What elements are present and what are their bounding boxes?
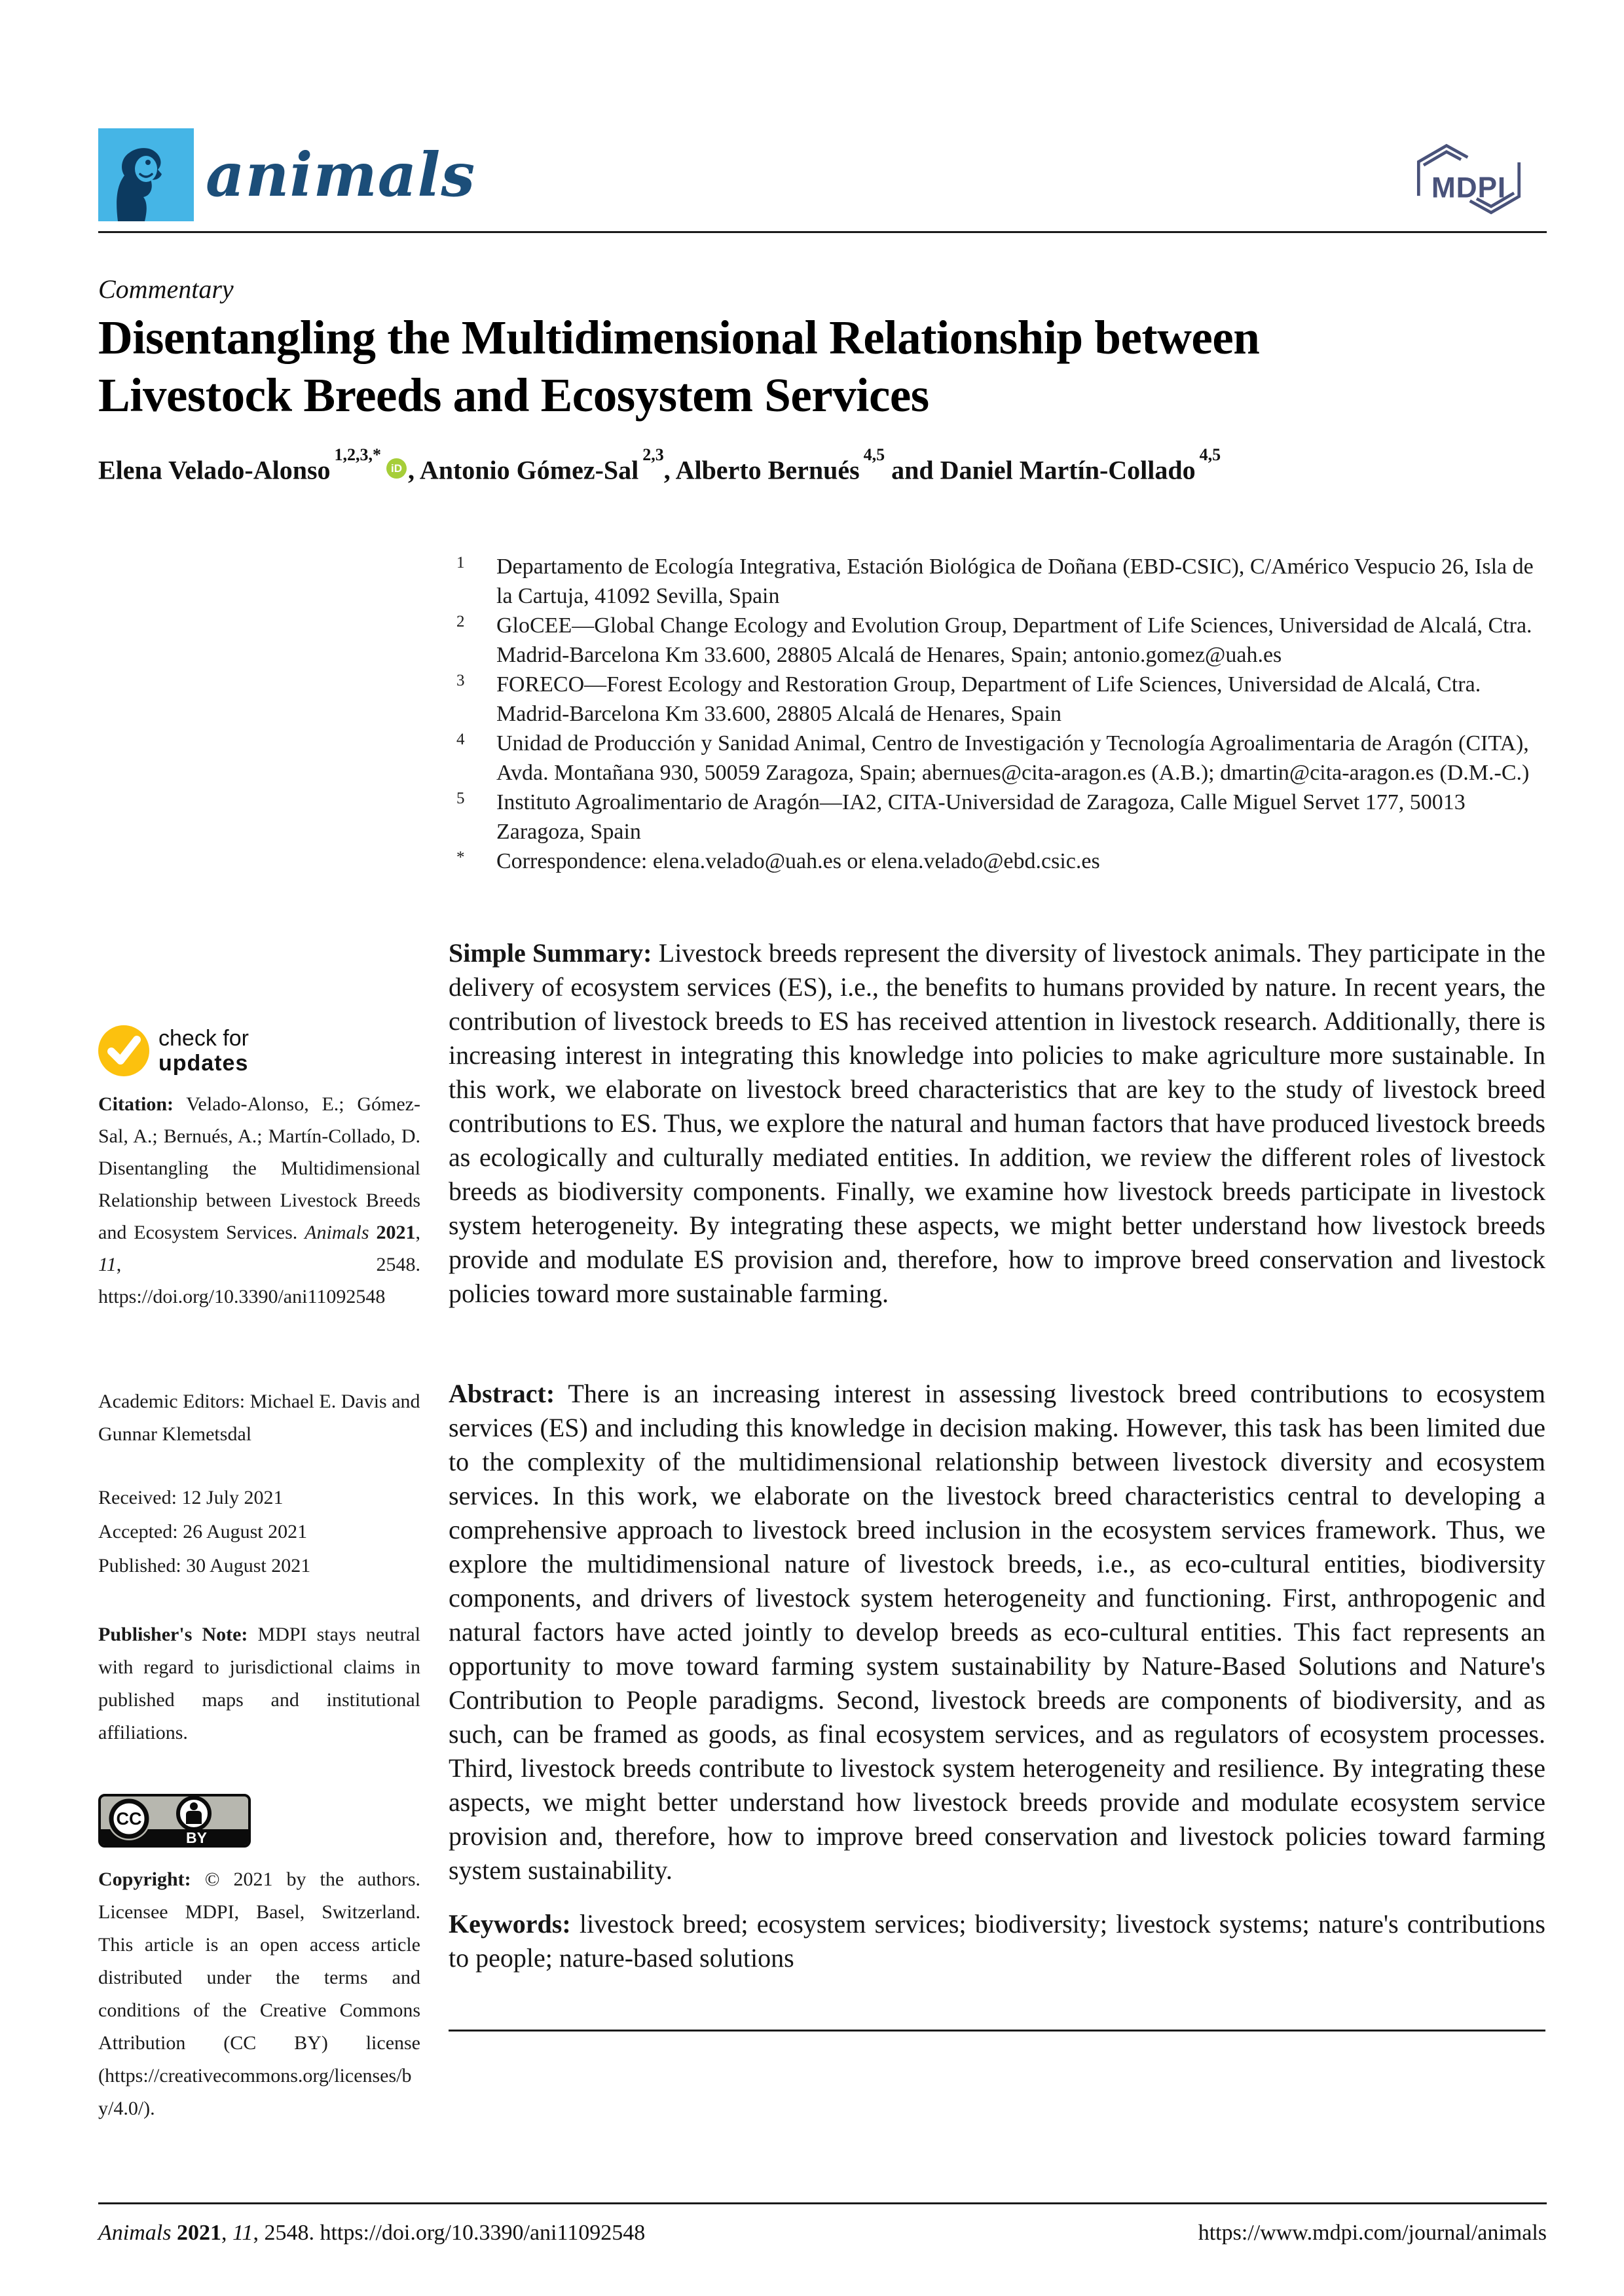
- copyright-text: © 2021 by the authors. Licensee MDPI, Basel, Switzerland. This article is an open access article distributed under the terms and conditions of the Creative Commons Attribution (CC BY) license (https://creativecommons.org/licenses/by/4.0/).: [98, 1868, 420, 2119]
- publishers-note: [98, 1618, 420, 1749]
- citation-journal: Animals: [304, 1222, 369, 1243]
- accepted-date: Accepted: 26 August 2021: [98, 1521, 308, 1542]
- author-separator: and: [885, 455, 940, 485]
- citation-text: Velado-Alonso, E.; Gómez-Sal, A.; Bernués, A.; Martín-Collado, D. Disentangling the Multidimensional Relationship between Livestock Breeds and Ecosystem Services.: [98, 1093, 420, 1243]
- footer-year: 2021: [176, 2221, 221, 2245]
- author-name: Antonio Gómez-Sal: [419, 455, 639, 485]
- affiliation-number: 5: [456, 790, 465, 807]
- publishers-note-label: Publisher's Note:: [98, 1624, 248, 1645]
- header-divider: [98, 231, 1547, 233]
- authors-line: [98, 445, 1547, 485]
- check-for-updates-badge[interactable]: [98, 1025, 249, 1076]
- abstract-label: Abstract:: [449, 1379, 555, 1408]
- orcid-icon[interactable]: iD: [386, 458, 407, 479]
- updates-line: updates: [158, 1051, 249, 1076]
- footer-volume: 11: [232, 2221, 253, 2245]
- correspondence-row: [449, 847, 1547, 876]
- copyright-block: [98, 1863, 420, 2125]
- citation-year: 2021: [376, 1222, 416, 1243]
- author-affil-sup: 4,5: [1199, 445, 1221, 464]
- simple-summary-label: Simple Summary:: [449, 938, 652, 968]
- page-title: Disentangling the Multidimensional Relationship between Livestock Breeds and Ecosystem Services: [98, 311, 1260, 422]
- correspondence-asterisk: *: [456, 848, 465, 866]
- affiliations-block: [449, 552, 1547, 876]
- citation-doi: , 2548. https://doi.org/10.3390/ani11092548: [98, 1254, 420, 1307]
- abstract-text: There is an increasing interest in assessing livestock breed contributions to ecosystem services (ES) and including this knowledge in decision making. However, this task has been limited due to the complexity of the multidimensional relationship between livestock diversity and ecosystem services. In this work, we elaborate on the livestock breed characteristics central to developing a comprehensive approach to livestock breed inclusion in the ecosystem services framework. Thus, we explore the multidimensional nature of livestock breeds, i.e., as eco-cultural entities, biodiversity components, and drivers of livestock system heterogeneity and functioning. First, anthropogenic and natural factors have acted jointly to develop breeds as eco-cultural entities. This fact represents an opportunity to move toward farming system sustainability by Nature-Based Solutions and Nature's Contribution to People paradigms. Second, livestock breeds are components of biodiversity, and as such, can be framed as goods, as final ecosystem services, and as regulators of ecosystem processes. Third, livestock breeds contribute to livestock system heterogeneity and resilience. By integrating these aspects, we might better understand how livestock breeds provide and modulate ecosystem service provision and, therefore, how to improve breed conservation and livestock policies toward farming system sustainability.: [449, 1379, 1545, 1885]
- affiliation-number: 4: [456, 731, 465, 748]
- footer-citation: [98, 2221, 645, 2246]
- citation-block: [98, 1088, 420, 1313]
- mdpi-logo: [1405, 133, 1533, 226]
- footer-separator: ,: [221, 2221, 232, 2245]
- footer-journal: Animals: [98, 2221, 172, 2245]
- correspondence-text: Correspondence: elena.velado@uah.es or elena.velado@ebd.csic.es: [496, 849, 1100, 873]
- author-separator: ,: [408, 455, 420, 485]
- cc-by-text: BY: [186, 1829, 207, 1847]
- journal-wordmark: animals: [206, 139, 476, 210]
- affiliation-row: [449, 552, 1547, 611]
- author-name: Alberto Bernués: [675, 455, 860, 485]
- simple-summary-paragraph: [449, 936, 1545, 1311]
- affiliation-text: Instituto Agroalimentario de Aragón—IA2, CITA-Universidad de Zaragoza, Calle Miguel Servet 177, 50013 Zaragoza, Spain: [496, 790, 1466, 844]
- affiliation-text: Unidad de Producción y Sanidad Animal, Centro de Investigación y Tecnología Agroalimentaria de Aragón (CITA), Avda. Montañana 930, 50059 Zaragoza, Spain; abernues@cita-aragon.es (A.B.); dmartin@cita-aragon.es (D.M.-C.): [496, 731, 1530, 785]
- check-for-updates-label: [158, 1026, 249, 1076]
- copyright-label: Copyright:: [98, 1868, 191, 1890]
- keywords-label: Keywords:: [449, 1909, 571, 1939]
- article-type-label: Commentary: [98, 274, 234, 304]
- footer-doi: , 2548. https://doi.org/10.3390/ani11092548: [253, 2221, 646, 2245]
- author-separator: ,: [663, 455, 676, 485]
- citation-volume: 11: [98, 1254, 117, 1275]
- cc-icon-text: CC: [116, 1809, 142, 1829]
- animals-journal-logo-icon: [98, 128, 194, 221]
- author-name: Daniel Martín-Collado: [940, 455, 1196, 485]
- author-name: Elena Velado-Alonso: [98, 455, 331, 485]
- keywords-paragraph: [449, 1907, 1545, 1975]
- affiliation-row: [449, 670, 1547, 729]
- publishers-note-text: MDPI stays neutral with regard to jurisdictional claims in published maps and institutional affiliations.: [98, 1624, 421, 1743]
- affiliation-text: GloCEE—Global Change Ecology and Evolution Group, Department of Life Sciences, Universidad de Alcalá, Ctra. Madrid-Barcelona Km 33.600, 28805 Alcalá de Henares, Spain; antonio.gomez@uah.es: [496, 613, 1532, 667]
- affiliation-row: [449, 611, 1547, 670]
- footer-divider: [98, 2202, 1547, 2204]
- crossmark-check-icon: [98, 1025, 149, 1076]
- author-affil-sup: 4,5: [863, 445, 885, 464]
- affiliation-row: [449, 729, 1547, 788]
- affiliation-text: FORECO—Forest Ecology and Restoration Group, Department of Life Sciences, Universidad de Alcalá, Ctra. Madrid-Barcelona Km 33.600, 28805 Alcalá de Henares, Spain: [496, 672, 1481, 726]
- citation-label: Citation:: [98, 1093, 174, 1115]
- abstract-paragraph: [449, 1377, 1545, 1887]
- footer-journal-url[interactable]: https://www.mdpi.com/journal/animals: [1198, 2221, 1547, 2245]
- check-for-line: check for: [158, 1026, 249, 1051]
- mdpi-logo-text: MDPI: [1431, 172, 1507, 204]
- affiliation-number: 1: [456, 554, 465, 572]
- affiliation-number: 3: [456, 672, 465, 689]
- page-footer: [98, 2221, 1547, 2246]
- published-date: Published: 30 August 2021: [98, 1555, 311, 1576]
- affiliation-row: [449, 788, 1547, 847]
- affiliation-text: Departamento de Ecología Integrativa, Estación Biológica de Doñana (EBD-CSIC), C/Américo Vespucio 26, Isla de la Cartuja, 41092 Sevilla, Spain: [496, 555, 1534, 608]
- keywords-divider: [449, 2030, 1545, 2032]
- academic-editors: Academic Editors: Michael E. Davis and Gunnar Klemetsdal: [98, 1391, 420, 1445]
- cc-by-license-badge[interactable]: [98, 1794, 251, 1848]
- author-affil-sup: 2,3: [642, 445, 664, 464]
- affiliation-number: 2: [456, 613, 465, 630]
- keywords-text: livestock breed; ecosystem services; biodiversity; livestock systems; nature's contributions to people; nature-based solutions: [449, 1909, 1546, 1973]
- simple-summary-text: Livestock breeds represent the diversity of livestock animals. They participate in the delivery of ecosystem services (ES), i.e., the benefits to humans provided by nature. In recent years, the contribution of livestock breeds to ES has received attention in livestock research. Additionally, there is increasing interest in integrating this knowledge into policies to make agriculture more sustainable. In this work, we elaborate on livestock breed characteristics that are key to the study of livestock breed contributions to ES. Thus, we explore the natural and human factors that have produced livestock breeds as ecologically and culturally mediated entities. In addition, we review the different roles of livestock breeds as biodiversity components. Finally, we examine how livestock breeds participate in livestock system heterogeneity. By integrating these aspects, we might better understand how livestock breeds provide and modulate ES provision and, therefore, how to improve breed conservation and livestock policies toward more sustainable farming.: [449, 938, 1545, 1308]
- received-date: Received: 12 July 2021: [98, 1487, 284, 1508]
- history-dates: [98, 1481, 420, 1583]
- author-affil-sup: 1,2,3,*: [334, 445, 382, 464]
- citation-separator: ,: [415, 1222, 421, 1243]
